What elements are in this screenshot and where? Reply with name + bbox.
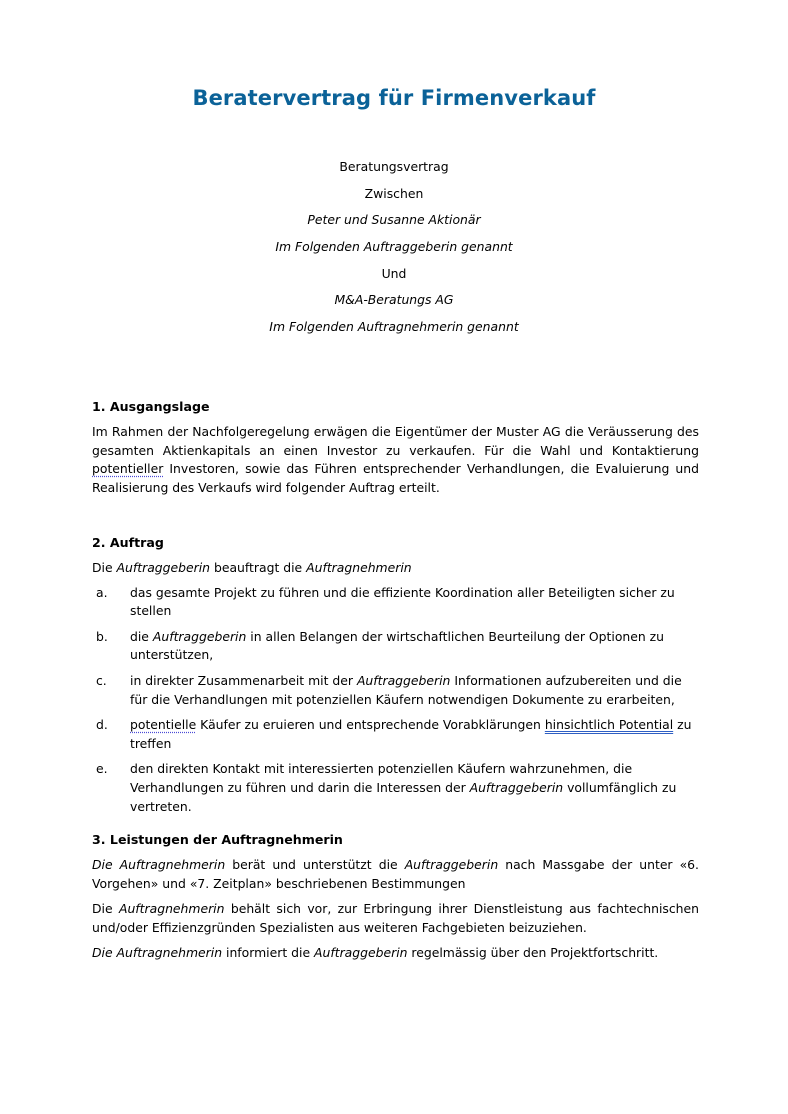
list-item: [92, 672, 699, 709]
list-marker: c.: [96, 672, 107, 688]
italic-term: Die Auftragnehmerin: [92, 857, 226, 872]
section-auftrag: [92, 534, 699, 823]
section-paragraph: [92, 856, 699, 893]
section-paragraph: [92, 944, 699, 963]
list-marker: d.: [96, 717, 108, 733]
section-leistungen: [92, 831, 699, 970]
italic-term: Auftragnehmerin: [306, 560, 412, 575]
italic-term: Auftragnehmerin: [118, 901, 225, 917]
and-label: Und: [381, 265, 407, 281]
text-run: Die: [92, 901, 119, 917]
section-paragraph: [92, 423, 699, 497]
text-run: Im Rahmen der Nachfolgeregelung erwägen die Eigentümer der Muster AG die Veräusserung des gesamten Aktienkapitals an einen Investor zu verkaufen. Für die Wahl und Kontaktierung: [92, 424, 699, 458]
client-role: Im Folgenden Auftraggeberin genannt: [275, 239, 513, 255]
italic-term: Auftraggeberin: [356, 672, 451, 688]
section-paragraph: [92, 900, 699, 937]
text-run: behält sich vor, zur Erbringung ihrer Dienstleistung aus fachtechnischen und/oder Effizienzgründen Spezialisten aus weiteren Fachgebieten beizuziehen.: [92, 901, 700, 935]
grammar-flag[interactable]: hinsichtlich Potential: [544, 717, 674, 733]
text-run: das gesamte Projekt zu führen und die effiziente Koordination aller Beteiligten sicher zu stellen: [130, 584, 675, 619]
italic-term: Auftraggeberin: [469, 779, 564, 795]
contract-type: Beratungsvertrag: [339, 159, 449, 174]
list-item: [92, 760, 699, 816]
text-run: Käufer zu eruieren und entsprechende Vorabklärungen: [196, 717, 545, 733]
text-run: Die: [92, 560, 117, 575]
text-run: vollumfänglich zu vertreten.: [130, 779, 677, 814]
list-marker: b.: [96, 628, 108, 644]
italic-term: Die Auftragnehmerin: [92, 945, 223, 961]
list-item: [92, 584, 699, 621]
section-ausgangslage: [92, 398, 699, 497]
list-item: [92, 716, 699, 753]
contract-parties-block: [0, 158, 788, 345]
text-run: den direkten Kontakt mit interessierten potenziellen Käufern wahrzunehmen, die Verhandlungen zu führen und darin die Interessen der: [130, 761, 633, 795]
text-run: in allen Belangen der wirtschaftlichen Beurteilung der Optionen zu unterstützen,: [130, 628, 665, 663]
section-heading: 2. Auftrag: [92, 535, 164, 550]
text-run: zu treffen: [130, 717, 692, 751]
italic-term: Auftraggeberin: [116, 560, 211, 575]
text-run: in direkter Zusammenarbeit mit der: [130, 672, 357, 688]
text-run: beauftragt die: [210, 560, 307, 575]
spelling-flag[interactable]: potentielle: [130, 717, 197, 733]
italic-term: Auftraggeberin: [404, 857, 499, 872]
list-item: [92, 628, 699, 665]
text-run: nach Massgabe der unter «6. Vorgehen» und «7. Zeitplan» beschriebenen Bestimmungen: [92, 857, 699, 891]
list-marker: e.: [96, 761, 108, 777]
section-lead: [92, 559, 699, 578]
text-run: Investoren, sowie das Führen entsprechender Verhandlungen, die Evaluierung und Realisierung des Verkaufs wird folgender Auftrag erteilt.: [92, 461, 699, 495]
between-label: Zwischen: [364, 185, 424, 201]
list-marker: a.: [96, 584, 108, 600]
italic-term: Auftraggeberin: [314, 945, 408, 961]
document-title: Beratervertrag für Firmenverkauf: [192, 86, 596, 110]
text-run: regelmässig über den Projektfortschritt.: [407, 945, 659, 961]
contractor-role: Im Folgenden Auftragnehmerin genannt: [269, 319, 519, 335]
spelling-flag[interactable]: potentieller: [92, 461, 164, 477]
client-name: Peter und Susanne Aktionär: [307, 212, 481, 228]
section-heading: 3. Leistungen der Auftragnehmerin: [92, 832, 343, 847]
text-run: informiert die: [222, 945, 315, 961]
italic-term: Auftraggeberin: [152, 628, 247, 644]
text-run: berät und unterstützt die: [225, 857, 405, 872]
contractor-name: M&A-Beratungs AG: [334, 292, 454, 308]
task-list: [92, 584, 699, 817]
text-run: Informationen aufzubereiten und die für die Verhandlungen mit potenziellen Käufern notwendigen Dokumente zu erarbeiten,: [130, 672, 682, 707]
text-run: die: [130, 628, 153, 644]
section-heading: 1. Ausgangslage: [92, 399, 210, 414]
